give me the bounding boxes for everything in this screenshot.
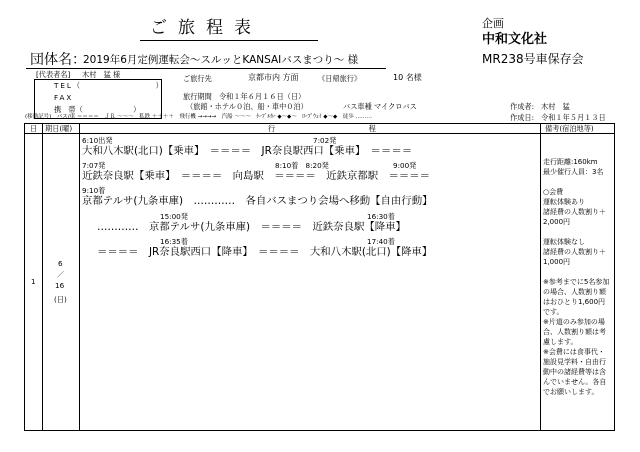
col-divider-3 xyxy=(540,123,541,431)
time-l3-a: 9:10着 xyxy=(82,186,106,195)
time-l2-b: 8:10着 8:20発 xyxy=(275,161,329,170)
representative-label: [代表者名] xyxy=(36,70,71,79)
bus-type: バス車種 マイクロバス xyxy=(343,102,417,111)
col-divider-2 xyxy=(79,123,80,431)
col-divider-1 xyxy=(42,123,43,431)
time-l5-b: 17:40着 xyxy=(367,237,395,246)
tel-field: TEL（ ） xyxy=(54,81,165,90)
table-left-border xyxy=(24,123,25,431)
date-day: 16 xyxy=(55,281,65,290)
transport-legend: (移動記号) バス/車 ＝＝＝＝ ＪＲ ～～～ 私鉄 ＋＋＋＋ 飛行機 →→→→ 汽船 ～～～ ｹｰﾌﾞﾙｶｰ ◆～◆～ ﾛｰﾌﾟｳｪｲ ◆～◆ 徒歩 ……… xyxy=(25,114,372,120)
fax-field: FAX xyxy=(54,93,74,102)
date-weekday: (日) xyxy=(54,295,67,304)
trip-period: 旅行期間 令和１年６月１６日（日） xyxy=(183,92,306,101)
organizer-label: 企画 xyxy=(482,17,504,30)
author-name: 木村 猛 xyxy=(541,102,570,111)
mobile-field: 携 帯（ ） xyxy=(54,105,141,114)
header-notes: 備考(宿泊地等) xyxy=(545,124,594,133)
table-right-border xyxy=(614,123,615,431)
header-day: 日 xyxy=(30,124,38,133)
group-label: 団体名： xyxy=(30,52,86,68)
trip-type: 《日帰旅行》 xyxy=(318,74,362,83)
date-month: 6 xyxy=(58,259,63,268)
created-date: 令和１年５月１３日 xyxy=(541,113,606,122)
group-underline xyxy=(26,68,386,69)
time-l1-b: 7:02発 xyxy=(313,136,337,145)
time-l2-a: 7:07発 xyxy=(82,161,106,170)
people-count: 10 名様 xyxy=(393,73,422,82)
author-label: 作成者: xyxy=(510,102,534,111)
header-itinerary: 行 程 xyxy=(268,124,376,133)
itinerary-line-2: 近鉄奈良駅【乗車】 ＝＝＝＝ 向島駅 ＝＝＝＝ 近鉄京都駅 ＝＝＝＝ xyxy=(82,170,431,182)
organizer-name: 中和文化社 xyxy=(482,32,548,47)
destination-label: ご旅行先 xyxy=(183,74,212,83)
time-l4-b: 16:30着 xyxy=(367,212,395,221)
stay-info: （旅館・ホテル０泊、船・車中０泊） xyxy=(186,102,308,111)
table-header-border xyxy=(24,133,615,134)
document-title: ご旅程表 xyxy=(150,18,262,38)
table-bottom-border xyxy=(24,430,615,431)
date-label: 作成日: xyxy=(510,113,534,122)
group-name: 2019年6月定例運転会～スルッとKANSAIバスまつり～ 様 xyxy=(83,54,359,66)
date-separator: ／ xyxy=(57,270,65,279)
itinerary-line-4: ………… 京都テルサ(九条車庫) ＝＝＝＝ 近鉄奈良駅【降車】 xyxy=(97,221,406,233)
itinerary-line-1: 大和八木駅(北口)【乗車】 ＝＝＝＝ JR奈良駅西口【乗車】 ＝＝＝＝ xyxy=(82,145,413,157)
remarks-text: 走行距離:160km 最少催行人員：3名 ○会費 運転体験あり 諸経費の人数割り＋2,000円 運転体験なし 諸経費の人数割り＋1,000円 ※参考までに5名参加の場合、人数割り額はおひとり1,600円です。 ※片道のみ参加の場合、人数割り額は考慮します。 ※会費には食事代・施設見学料・自由行動中の諸経費等は含んでいません。各自でお願いします。 xyxy=(543,158,610,396)
time-l2-c: 9:00発 xyxy=(393,161,417,170)
itinerary-line-5: ＝＝＝＝ JR奈良駅西口【降車】 ＝＝＝＝ 大和八木駅(北口)【降車】 xyxy=(97,246,433,258)
title-underline xyxy=(140,40,318,41)
representative-name: 木村 猛 様 xyxy=(82,70,121,79)
time-l1-a: 6:10出発 xyxy=(82,136,113,145)
destination: 京都市内 方面 xyxy=(248,73,299,82)
header-date: 期日(曜) xyxy=(45,124,73,133)
time-l5-a: 16:35着 xyxy=(160,237,188,246)
time-l4-a: 15:00発 xyxy=(160,212,188,221)
organizer-sub: MR238号車保存会 xyxy=(482,52,584,66)
day-number: 1 xyxy=(31,277,36,286)
itinerary-line-3: 京都テルサ(九条車庫) ………… 各自バスまつり会場へ移動【自由行動】 xyxy=(82,195,433,207)
